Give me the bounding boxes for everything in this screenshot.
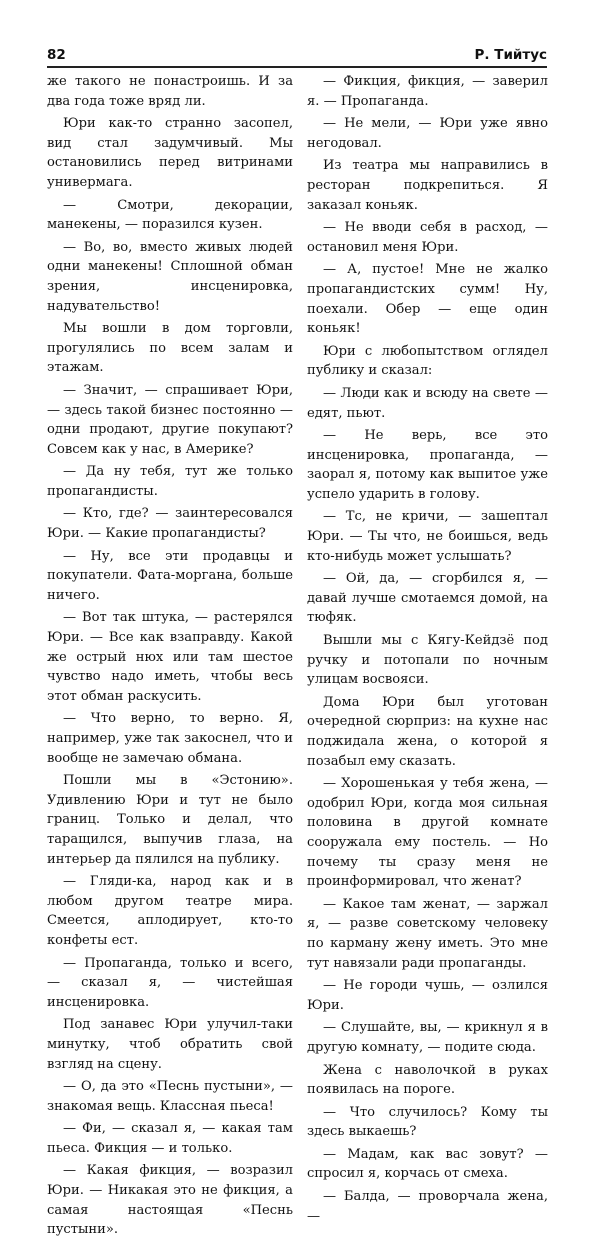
paragraph: — Хорошенькая у тебя жена, — одобрил Юри, когда моя сильная половина в другой комнате сооружала ему постель. — Но почему ты сразу меня не проинформировал, что женат? xyxy=(307,776,548,890)
paragraph: — Не мели, — Юри уже явно негодовал. xyxy=(307,116,548,151)
paragraph: — Ой, да, — сгорбился я, — давай лучше смотаемся домой, на тюфяк. xyxy=(307,571,548,626)
paragraph: Вышли мы с Кягу-Кейдзё под ручку и потопали по ночным улицам восвояси. xyxy=(307,633,548,688)
running-header xyxy=(47,46,547,68)
paragraph: — Люди как и всюду на свете — едят, пьют. xyxy=(307,385,548,421)
paragraph: — Пропаганда, только и всего, — сказал я, — чистейшая инсценировка. xyxy=(47,955,293,1010)
paragraph: — Значит, — спрашивает Юри, — здесь такой бизнес постоянно — одни продают, другие покупают? Совсем как у нас, в Америке? xyxy=(47,382,293,457)
paragraph: — А, пустое! Мне не жалко пропагандистских сумм! Ну, поехали. Обер — еще один коньяк! xyxy=(307,262,548,337)
paragraph: Пошли мы в «Эстонию». Удивлению Юри и тут не было границ. Только и делал, что таращился, выпучив глаза, на интерьер да пялился на публику. xyxy=(47,773,293,867)
paragraph: Под занавес Юри улучил-таки минутку, чтоб обратить свой взгляд на сцену. xyxy=(47,1017,293,1072)
paragraph: — Смотри, декорации, манекены, — поразился кузен. xyxy=(47,197,293,233)
paragraph: — Что верно, то верно. Я, например, уже так закоснел, что и вообще не замечаю обмана. xyxy=(47,711,293,766)
paragraph: — Не городи чушь, — озлился Юри. xyxy=(307,978,548,1013)
paragraph: — Балда, — проворчала жена, — xyxy=(307,1189,548,1224)
paragraph: — Мадам, как вас зовут? — спросил я, корчась от смеха. xyxy=(307,1146,548,1182)
left-column xyxy=(47,72,293,1243)
paragraph: — Да ну тебя, тут же только пропагандисты. xyxy=(47,464,293,499)
paragraph: — Фи, — сказал я, — какая там пьеса. Фикция — и только. xyxy=(47,1121,293,1156)
paragraph: — Какая фикция, — возразил Юри. — Никакая это не фикция, а самая настоящая «Песнь пустыни». xyxy=(47,1163,293,1238)
paragraph: же такого не понастроишь. И за два года тоже вряд ли. xyxy=(47,74,293,109)
paragraph: Юри с любопытством оглядел публику и сказал: xyxy=(307,343,548,379)
running-author: Р. Тийтус xyxy=(474,47,547,63)
paragraph: Юри как-то странно засопел, вид стал задумчивый. Мы остановились перед витринами универмага. xyxy=(47,116,293,190)
paragraph: — Слушайте, вы, — крикнул я в другую комнату, — подите сюда. xyxy=(307,1020,548,1055)
paragraph: Жена с наволочкой в руках появилась на пороге. xyxy=(307,1062,548,1098)
paragraph: — Что случилось? Кому ты здесь выкаешь? xyxy=(307,1104,548,1140)
paragraph: — Фикция, фикция, — заверил я. — Пропаганда. xyxy=(307,74,548,109)
paragraph: Мы вошли в дом торговли, прогулялись по всем залам и этажам. xyxy=(47,321,293,376)
paragraph: — Не вводи себя в расход, — остановил меня Юри. xyxy=(307,220,548,255)
paragraph: — Какое там женат, — заржал я, — разве советскому человеку по карману жену иметь. Это мне тут навязали ради пропаганды. xyxy=(307,896,548,971)
paragraph: — Ну, все эти продавцы и покупатели. Фата-моргана, больше ничего. xyxy=(47,548,293,603)
right-column xyxy=(307,72,548,1229)
paragraph: — О, да это «Песнь пустыни», — знакомая вещь. Классная пьеса! xyxy=(47,1079,293,1114)
paragraph: — Вот так штука, — растерялся Юри. — Все как взаправду. Какой же острый нюх или там шестое чувство надо иметь, чтобы весь этот обман раскусить. xyxy=(47,610,293,704)
paragraph: Из театра мы направились в ресторан подкрепиться. Я заказал коньяк. xyxy=(307,158,548,213)
page-number: 82 xyxy=(47,47,66,63)
paragraph: — Кто, где? — заинтересовался Юри. — Какие пропагандисты? xyxy=(47,506,293,542)
paragraph: — Во, во, вместо живых людей одни манекены! Сплошной обман зрения, инсценировка, надувательство! xyxy=(47,239,293,314)
paragraph: Дома Юри был уготован очередной сюрприз: на кухне нас поджидала жена, о которой я позабыл ему сказать. xyxy=(307,694,548,769)
paragraph: — Не верь, все это инсценировка, пропаганда, — заорал я, потому как выпитое уже успело ударить в голову. xyxy=(307,428,548,502)
paragraph: — Гляди-ка, народ как и в любом другом театре мира. Смеется, аплодирует, кто-то конфеты ест. xyxy=(47,874,293,948)
paragraph: — Тс, не кричи, — зашептал Юри. — Ты что, не боишься, ведь кто-нибудь может услышать? xyxy=(307,509,548,564)
